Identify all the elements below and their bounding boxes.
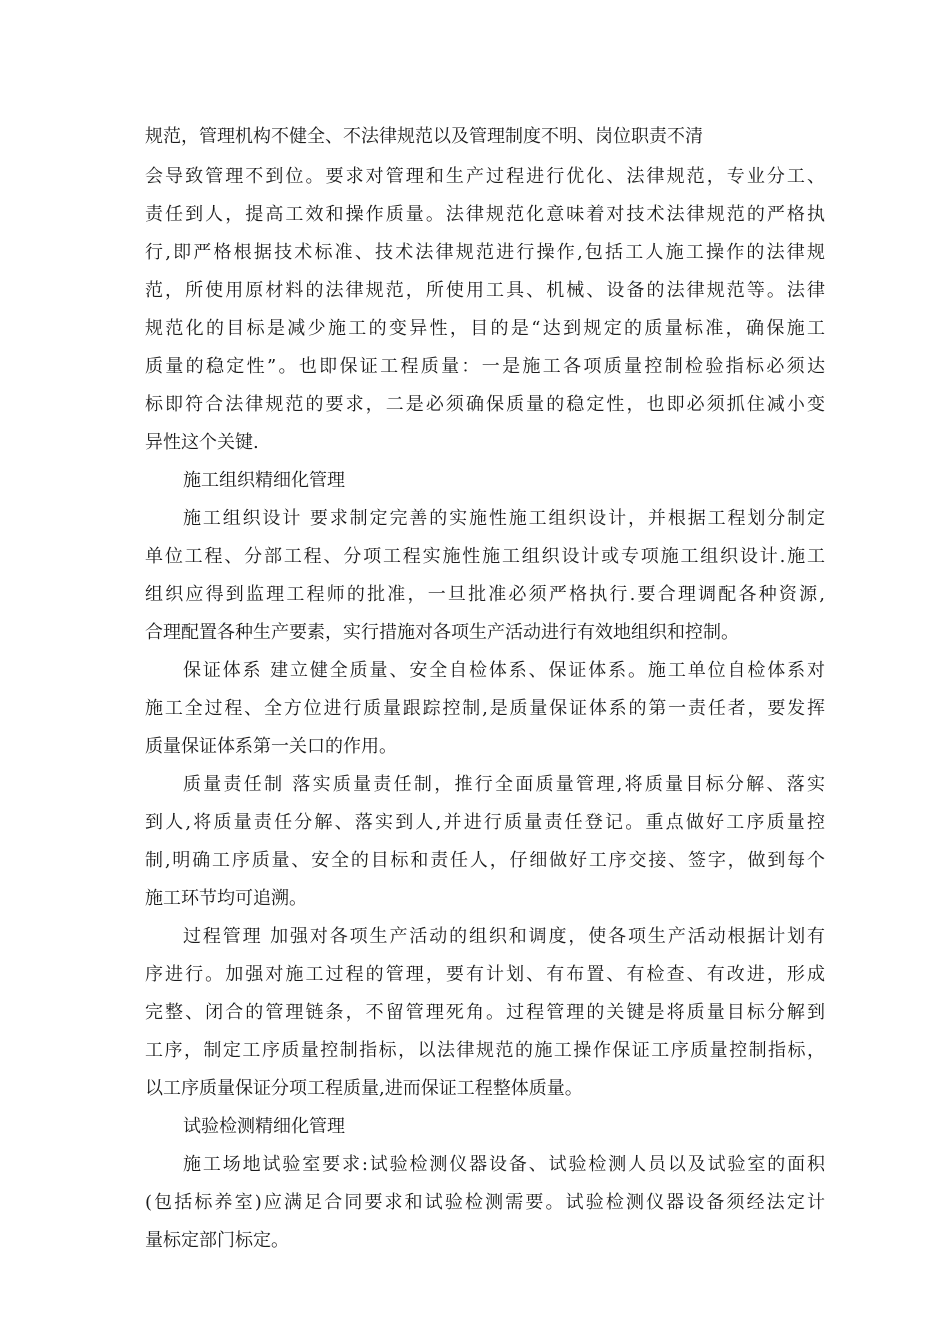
section-heading: 施工组织精细化管理 (183, 470, 345, 491)
paragraph-line: 行,即严格根据技术标准、技术法律规范进行操作,包括工人施工操作的法律规 (145, 242, 825, 263)
paragraph-line: 规范，管理机构不健全、不法律规范以及管理制度不明、岗位职责不清 (145, 126, 703, 147)
paragraph-line: 以工序质量保证分项工程质量,进而保证工程整体质量。 (145, 1078, 583, 1099)
paragraph-line: 合理配置各种生产要素，实行措施对各项生产活动进行有效地组织和控制。 (145, 622, 739, 643)
paragraph-line: 质量责任制 落实质量责任制，推行全面质量管理,将质量目标分解、落实 (183, 774, 825, 795)
paragraph-line: 过程管理 加强对各项生产活动的组织和调度，使各项生产活动根据计划有 (183, 926, 825, 947)
paragraph-line: 到人,将质量责任分解、落实到人,并进行质量责任登记。重点做好工序质量控 (145, 812, 825, 833)
paragraph-line: 质量保证体系第一关口的作用。 (145, 736, 397, 757)
paragraph-line: 单位工程、分部工程、分项工程实施性施工组织设计或专项施工组织设计.施工 (145, 546, 825, 567)
paragraph-line: 会导致管理不到位。要求对管理和生产过程进行优化、法律规范，专业分工、 (145, 166, 825, 187)
paragraph-line: 施工组织设计 要求制定完善的实施性施工组织设计，并根据工程划分制定 (183, 508, 825, 529)
paragraph-line: 施工环节均可追溯。 (145, 888, 307, 909)
paragraph-line: 工序，制定工序质量控制指标，以法律规范的施工操作保证工序质量控制指标， (145, 1040, 825, 1061)
paragraph-line: 范，所使用原材料的法律规范，所使用工具、机械、设备的法律规范等。法律 (145, 280, 825, 301)
paragraph-line: 组织应得到监理工程师的批准，一旦批准必须严格执行.要合理调配各种资源, (145, 584, 825, 605)
paragraph-line: 施工全过程、全方位进行质量跟踪控制,是质量保证体系的第一责任者，要发挥 (145, 698, 825, 719)
paragraph-line: 施工场地试验室要求:试验检测仪器设备、试验检测人员以及试验室的面积 (183, 1154, 825, 1175)
paragraph-line: (包括标养室)应满足合同要求和试验检测需要。试验检测仪器设备须经法定计 (145, 1192, 825, 1213)
paragraph-line: 责任到人，提高工效和操作质量。法律规范化意味着对技术法律规范的严格执 (145, 204, 825, 225)
paragraph-line: 量标定部门标定。 (145, 1230, 289, 1251)
section-heading: 试验检测精细化管理 (183, 1116, 345, 1137)
paragraph-line: 规范化的目标是减少施工的变异性，目的是“达到规定的质量标准，确保施工 (145, 318, 825, 339)
paragraph-line: 制,明确工序质量、安全的目标和责任人，仔细做好工序交接、签字，做到每个 (145, 850, 825, 871)
paragraph-line: 保证体系 建立健全质量、安全自检体系、保证体系。施工单位自检体系对 (183, 660, 825, 681)
paragraph-line: 完整、闭合的管理链条，不留管理死角。过程管理的关键是将质量目标分解到 (145, 1002, 825, 1023)
paragraph-line: 标即符合法律规范的要求，二是必须确保质量的稳定性，也即必须抓住减小变 (145, 394, 825, 415)
paragraph-line: 序进行。加强对施工过程的管理，要有计划、有布置、有检查、有改进，形成 (145, 964, 825, 985)
paragraph-line: 质量的稳定性”。也即保证工程质量：一是施工各项质量控制检验指标必须达 (145, 356, 825, 377)
paragraph-line: 异性这个关键. (145, 432, 259, 453)
